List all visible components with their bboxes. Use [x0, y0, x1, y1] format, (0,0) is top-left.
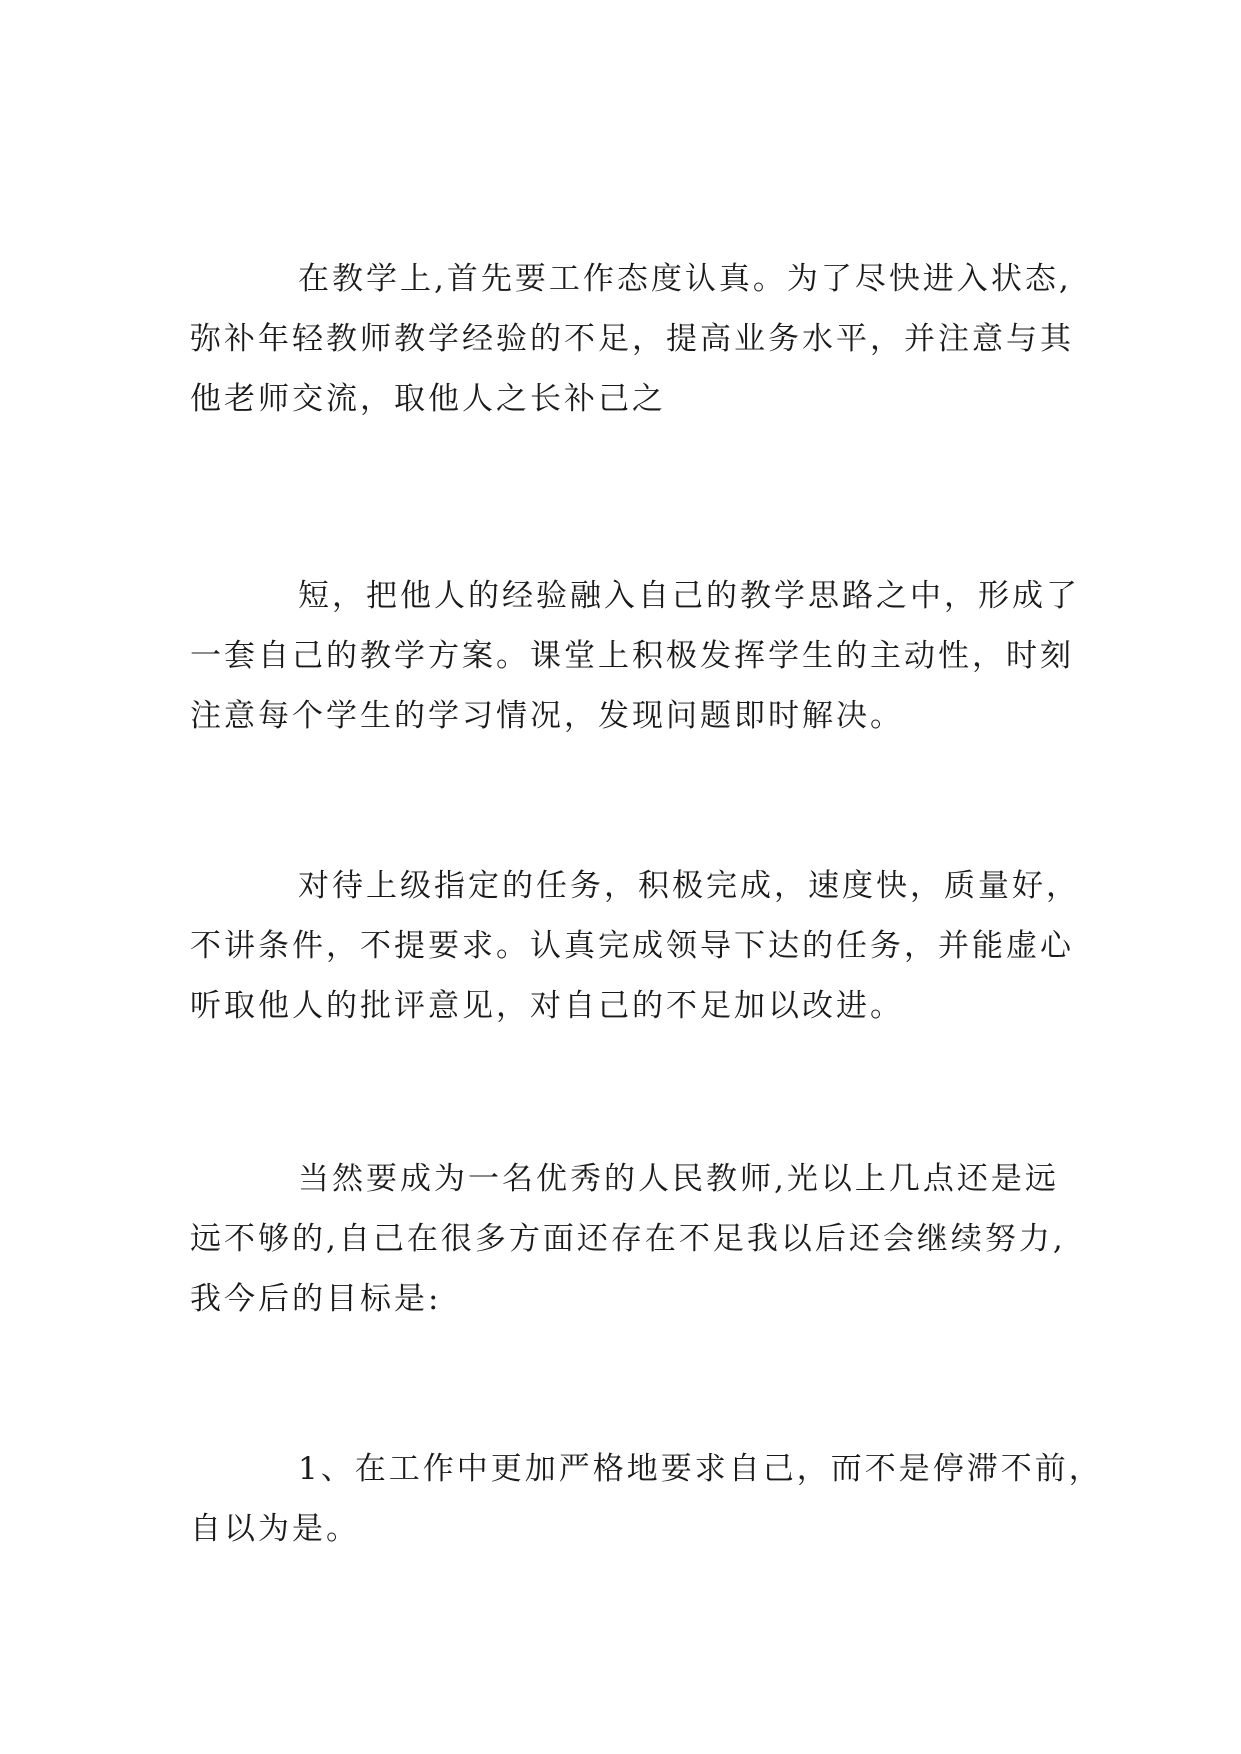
- text-line: 我今后的目标是:: [190, 1281, 442, 1317]
- text-line: 弥补年轻教师教学经验的不足，提高业务水平，并注意与其: [190, 321, 1074, 357]
- paragraph-goal-1: [190, 1439, 1103, 1559]
- text-line: 一套自己的教学方案。课堂上积极发挥学生的主动性，时刻: [190, 638, 1074, 674]
- text-line: 他老师交流，取他人之长补己之: [190, 381, 666, 417]
- paragraph-future-effort: [190, 1149, 1066, 1329]
- text-line: 注意每个学生的学习情况，发现问题即时解决。: [190, 698, 904, 734]
- text-line: 不讲条件，不提要求。认真完成领导下达的任务，并能虚心: [190, 928, 1074, 964]
- text-line: 远不够的,自己在很多方面还存在不足我以后还会继续努力,: [190, 1221, 1066, 1257]
- paragraph-assigned-tasks: [190, 856, 1080, 1036]
- text-line: 1、在工作中更加严格地要求自己，而不是停滞不前，: [298, 1451, 1103, 1487]
- text-line: 自以为是。: [190, 1511, 360, 1547]
- text-line: 对待上级指定的任务，积极完成，速度快，质量好，: [298, 868, 1080, 904]
- text-line: 当然要成为一名优秀的人民教师,光以上几点还是远: [298, 1161, 1059, 1197]
- text-line: 听取他人的批评意见，对自己的不足加以改进。: [190, 988, 904, 1024]
- paragraph-teaching-method: [190, 566, 1080, 746]
- text-line: 短，把他人的经验融入自己的教学思路之中，形成了: [298, 578, 1080, 614]
- paragraph-teaching-attitude: [190, 249, 1074, 429]
- text-line: 在教学上,首先要工作态度认真。为了尽快进入状态,: [298, 261, 1072, 297]
